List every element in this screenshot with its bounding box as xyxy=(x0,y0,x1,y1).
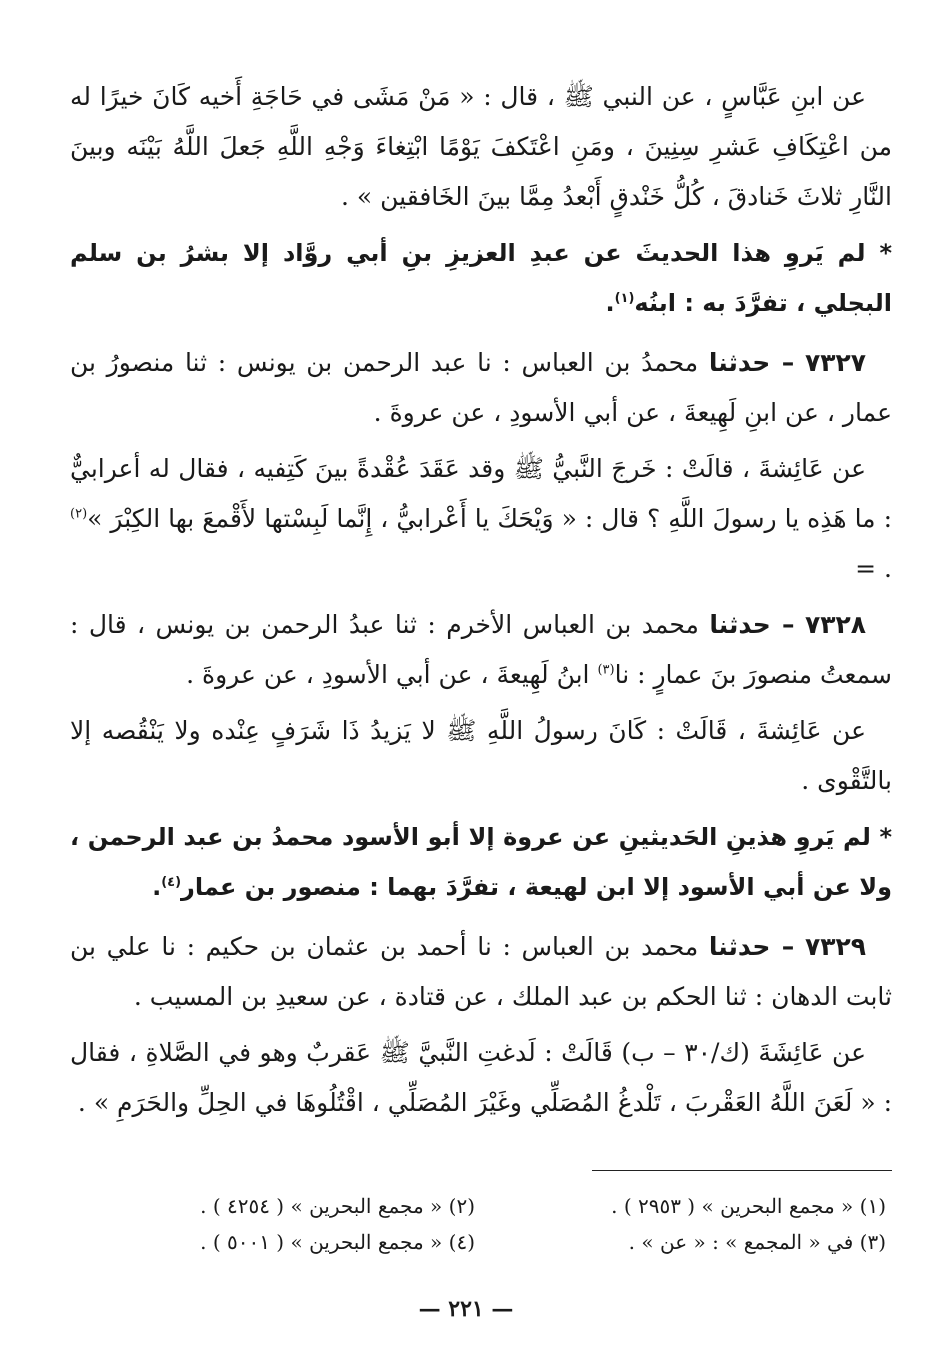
hadith-keyword: – حدثنا xyxy=(709,610,795,639)
hadith-number: ٧٣٢٩ xyxy=(804,932,866,961)
footnote-3: (٣) في « المجمع » : « عن » . xyxy=(628,1230,886,1254)
commentary-text: لم يَروِ هذا الحديثَ عن عبدِ العزيزِ بنِ أبي روَّاد إلا بشرُ بن سلم البجلي ، تفرَّدَ به : ابنُه xyxy=(70,239,892,317)
hadith-7327-chain xyxy=(70,338,892,438)
footnote-divider xyxy=(592,1170,892,1171)
commentary-end: . xyxy=(152,873,162,901)
hadith-7329-chain xyxy=(70,922,892,1022)
hadith-7328-text: عن عَائِشةَ ، قَالَتْ : كَانَ رسولُ اللَّهِ ﷺ لا يَزيدُ ذَا شَرَفٍ عِنْده ولا يَنْقُصه إلا بالتَّقْوى . xyxy=(70,716,892,795)
footnote-row xyxy=(70,1224,892,1260)
commentary-note-1 xyxy=(70,228,892,328)
footnote-ref-4: (٤) xyxy=(161,875,182,890)
page-number: — ٢٢١ — xyxy=(418,1296,514,1322)
footnote-4: (٤) « مجمع البحرين » ( ٥٠٠١ ) . xyxy=(200,1230,475,1254)
footnote-1: (١) « مجمع البحرين » ( ٢٩٥٣ ) . xyxy=(611,1194,886,1218)
hadith-chain-text: محمدُ بن العباس : نا عبد الرحمن بن يونس : ثنا منصورُ بن عمار ، عن ابنِ لَهِيعةَ ، عن أبي الأسودِ ، عن عروةَ . xyxy=(70,348,892,427)
footnote-ref-3: (٣) xyxy=(597,662,615,678)
paragraph-hadith-ibn-abbas: عن ابنِ عَبَّاسٍ ، عن النبي ﷺ ، قال : « مَنْ مَشَى في حَاجَةِ أَخيه كَانَ خيرًا له من اعْتِكَافِ عَشرِ سِنِينَ ، ومَنِ اعْتَكفَ يَوْمًا ابْتِغاءَ وَجْهِ اللَّهِ جَعلَ اللَّهُ بَيْنَه وبينَ النَّارِ ثلاثَ خَنادقَ ، كُلُّ خَنْدقٍ أَبْعدُ مِمَّا بينَ الخَافقين » . xyxy=(70,82,892,211)
hadith-chain-text: محمد بن العباس الأخرم : ثنا عبدُ الرحمن بن يونس ، قال : سمعتُ منصورَ بنَ عمارٍ : نا xyxy=(70,610,892,689)
hadith-chain-text-cont: ابنُ لَهِيعةَ ، عن أبي الأسودِ ، عن عروةَ . xyxy=(186,660,590,689)
hadith-number: ٧٣٢٧ xyxy=(804,348,866,377)
hadith-keyword: – حدثنا xyxy=(708,348,795,377)
footnote-ref-1: (١) xyxy=(614,291,635,306)
hadith-end: . = xyxy=(855,554,892,583)
commentary-text: لم يَروِ هذينِ الحَديثينِ عن عروة إلا أبو الأسود محمدُ بن عبد الرحمن ، ولا عن أبي الأسود إلا ابن لهيعة ، تفرَّدَ بهما : منصور بن عمار xyxy=(70,823,892,901)
commentary-end: . xyxy=(605,289,615,317)
footnotes-block xyxy=(70,1188,892,1260)
hadith-7328-chain xyxy=(70,600,892,700)
asterisk-icon: * xyxy=(879,239,892,267)
hadith-keyword: – حدثنا xyxy=(708,932,795,961)
hadith-body: عن عَائِشةَ ، قالَتْ : خَرجَ النَّبيُّ ﷺ وقد عَقَدَ عُقْدةً بينَ كَتِفيه ، فقال له أعرابيٌّ : ما هَذِه يا رسولَ اللَّهِ ؟ قال : « وَيْحَكَ يا أَعْرابيُّ ، إِنَّما لَبِسْتها لأَقْمعَ بها الكِبْرَ » xyxy=(70,454,892,533)
footnote-row xyxy=(70,1188,892,1224)
hadith-number: ٧٣٢٨ xyxy=(804,610,866,639)
asterisk-icon: * xyxy=(879,823,893,851)
hadith-7329-text: عن عَائِشَةَ (ك/٣٠ – ب) قَالَتْ : لَدغتِ النَّبيَّ ﷺ عَقربٌ وهو في الصَّلاةِ ، فقال : « لَعَنَ اللَّهُ العَقْربَ ، تَلْدغُ المُصَلِّي وغَيْرَ المُصَلِّي ، اقْتُلُوهَا في الحِلِّ والحَرَمِ » . xyxy=(70,1038,892,1117)
hadith-chain-text: محمد بن العباس : نا أحمد بن عثمان بن حكيم : نا علي بن ثابت الدهان : ثنا الحكم بن عبد الملك ، عن قتادة ، عن سعيدِ بن المسيب . xyxy=(70,932,892,1011)
hadith-7327-text xyxy=(70,444,892,594)
commentary-note-2 xyxy=(70,812,892,912)
footnote-2: (٢) « مجمع البحرين » ( ٤٢٥٤ ) . xyxy=(200,1194,475,1218)
footnote-ref-2: (٢) xyxy=(70,506,88,522)
